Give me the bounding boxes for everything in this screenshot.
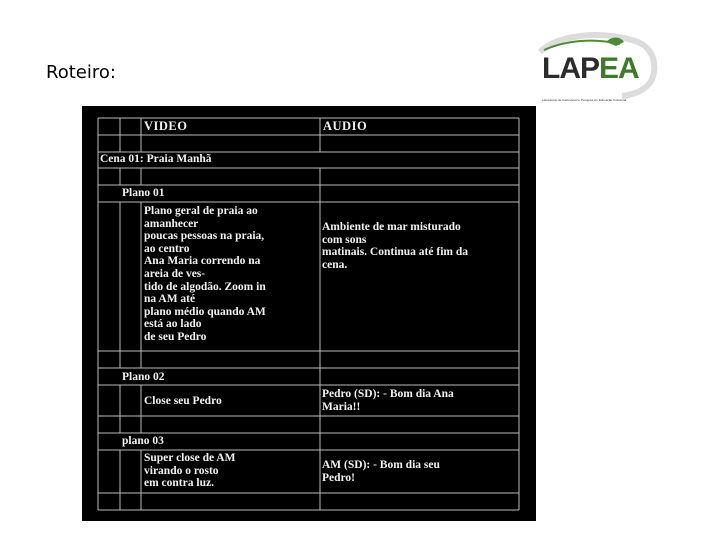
lapea-logo xyxy=(536,32,662,106)
shot-3-audio: AM (SD): - Bom dia seu Pedro! xyxy=(322,459,440,484)
shot-3-video: Super close de AM virando o rosto em contra luz. xyxy=(144,452,236,490)
script-table xyxy=(82,106,536,521)
scene-heading: Cena 01: Praia Manhã xyxy=(100,153,212,165)
audio-column-header: AUDIO xyxy=(323,119,368,133)
slide-title: Roteiro: xyxy=(46,62,116,83)
shot-1-label: Plano 01 xyxy=(122,187,165,199)
logo-wordmark-ea: EA xyxy=(599,52,639,85)
shot-3-label: plano 03 xyxy=(122,435,164,447)
logo-wordmark-lap: LAP xyxy=(542,52,599,85)
shot-1-audio: Ambiente de mar misturado com sons matinais. Continua até fim da cena. xyxy=(322,221,468,271)
shot-2-label: Plano 02 xyxy=(122,371,165,383)
shot-2-video: Close seu Pedro xyxy=(144,395,222,407)
logo-wordmark xyxy=(542,54,639,84)
shot-1-video: Plano geral de praia ao amanhecer poucas pessoas na praia, ao centro Ana Maria correndo na areia de ves- tido de algodão. Zoom in na AM até plano médio quando AM está ao lado de seu Pedro xyxy=(144,205,266,343)
video-column-header: VIDEO xyxy=(144,119,188,133)
logo-tagline: Laboratório de Audiovisual e Pesquisa em Educação Ambiental xyxy=(542,98,627,102)
shot-2-audio: Pedro (SD): - Bom dia Ana Maria!! xyxy=(322,388,454,413)
